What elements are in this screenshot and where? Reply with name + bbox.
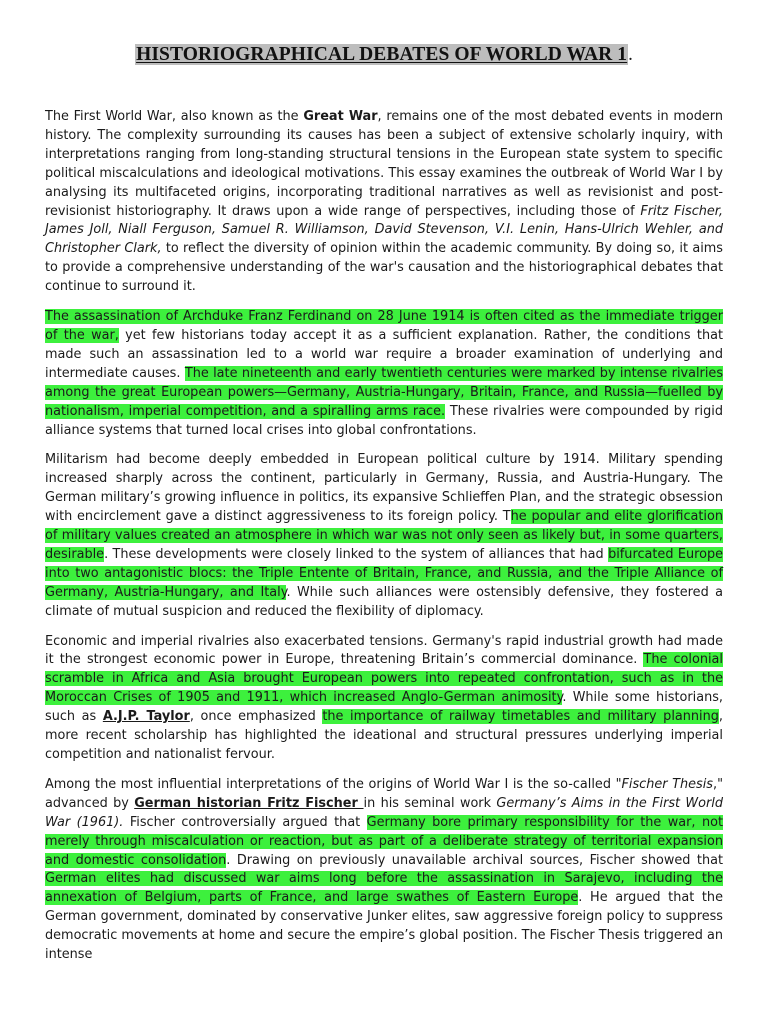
paragraph-militarism <box>45 451 723 621</box>
text-run: . He argued that the German government, dominated by conservative Junker elites, saw aggressive foreign policy to suppress democratic movements at home and secure the empire’s global position. The Fischer Thesis triggered an intense <box>45 890 723 963</box>
text-run: These rivalries were compounded by rigid alliance systems that turned local crises into global confrontations. <box>45 403 723 438</box>
italic-historians-list: Fritz Fischer, James Joll, Niall Ferguson, Samuel R. Williamson, David Stevenson, V.I. Lenin, Hans-Ulrich Wehler, and Christopher Clark, <box>45 203 723 257</box>
highlighted-text: The late nineteenth and early twentieth centuries were marked by intense rivalries among the great European powers—Germany, Austria-Hungary, Britain, France, and Russia—fuelled by nationalism, imperial competition, and a spiralling arms race. <box>45 365 724 419</box>
italic-fischer-thesis: Fischer Thesis <box>621 776 713 792</box>
text-run: Militarism had become deeply embedded in European political culture by 1914. Military spending increased sharply across the continent, particularly in Germany, Russia, and Austria-Hungary. The German military’s growing influence in politics, its expansive Schlieffen Plan, and the strategic obsession with encirclement gave a distinct aggressiveness to its foreign policy. T <box>45 452 723 525</box>
paragraph-fischer-thesis <box>45 776 723 965</box>
highlighted-text: The colonial scramble in Africa and Asia brought European powers into repeated confrontation, such as in the Moroccan Crises of 1905 and 1911, which increased Anglo-German animosity <box>45 652 723 706</box>
highlighted-text: German elites had discussed war aims long before the assassination in Sarajevo, including the annexation of Belgium, parts of France, and large swathes of Eastern Europe <box>45 871 723 906</box>
text-run: . Drawing on previously unavailable archival sources, Fischer showed that <box>226 852 724 868</box>
text-run: to reflect the diversity of opinion within the academic community. By doing so, it aims to provide a comprehensive understanding of the war's causation and the historiographical debates that continue to surround it. <box>45 241 723 295</box>
italic-book-title: Germany’s Aims in the First World War (1961). <box>45 795 723 830</box>
text-run: Among the most influential interpretations of the origins of World War I is the so-called " <box>45 776 622 792</box>
title-suffix: . <box>628 44 633 65</box>
text-run: yet few historians today accept it as a sufficient explanation. Rather, the conditions that made such an assassination led to a world war require a broader examination of underlying and intermediate causes. <box>45 327 723 381</box>
text-run: Fischer controversially argued that <box>123 814 367 830</box>
text-run: The First World War, also known as the <box>45 109 304 124</box>
title-block <box>0 44 768 66</box>
text-run: ," advanced by <box>45 776 723 811</box>
highlighted-text: Germany bore primary responsibility for the war, not merely through miscalculation or reaction, but as part of a deliberate strategy of territorial expansion and domestic consolidation <box>45 814 723 868</box>
document-body <box>45 108 723 976</box>
highlighted-text: bifurcated Europe into two antagonistic blocs: the Triple Entente of Britain, France, and Russia, and the Triple Alliance of Germany, Austria-Hungary, and Italy <box>45 546 724 600</box>
text-run: . While such alliances were ostensibly defensive, they fostered a climate of mutual suspicion and reduced the flexibility of diplomacy. <box>45 584 723 619</box>
link-fritz-fischer[interactable]: German historian Fritz Fischer <box>134 795 364 811</box>
link-aj-taylor[interactable]: A.J.P. Taylor <box>102 709 190 725</box>
paragraph-economic-rivalries <box>45 633 723 765</box>
paragraph-assassination <box>45 308 723 440</box>
text-run: . While some historians, such as <box>45 690 723 725</box>
paragraph-intro <box>45 108 723 297</box>
bold-term-great-war: Great War <box>303 109 378 124</box>
highlighted-text: the importance of railway timetables and military planning <box>322 709 719 725</box>
highlighted-text: he popular and elite glorification of military values created an atmosphere in which war was not only seen as likely but, in some quarters, desirable <box>45 509 723 562</box>
text-run: . These developments were closely linked to the system of alliances that had <box>104 546 609 562</box>
text-run: , remains one of the most debated events in modern history. The complexity surrounding its causes has been a subject of extensive scholarly inquiry, with interpretations ranging from long-standing structural tensions in the European state system to specific political miscalculations and ideological motivations. This essay examines the outbreak of World War I by analysing its multifaceted origins, incorporating traditional narratives as well as revisionist and post-revisionist historiography. It draws upon a wide range of perspectives, including those of <box>45 109 723 219</box>
text-run: Economic and imperial rivalries also exacerbated tensions. Germany's rapid industrial growth had made it the strongest economic power in Europe, threatening Britain’s commercial dominance. <box>45 633 723 668</box>
text-run: , more recent scholarship has highlighted the ideational and structural pressures underlying imperial competition and nationalist fervour. <box>45 709 723 762</box>
text-run: , once emphasized <box>189 709 323 725</box>
text-run: in his seminal work <box>363 795 497 811</box>
highlighted-text: The assassination of Archduke Franz Ferdinand on 28 June 1914 is often cited as the immediate trigger of the war, <box>45 309 723 343</box>
document-title: HISTORIOGRAPHICAL DEBATES OF WORLD WAR 1 <box>136 44 628 65</box>
